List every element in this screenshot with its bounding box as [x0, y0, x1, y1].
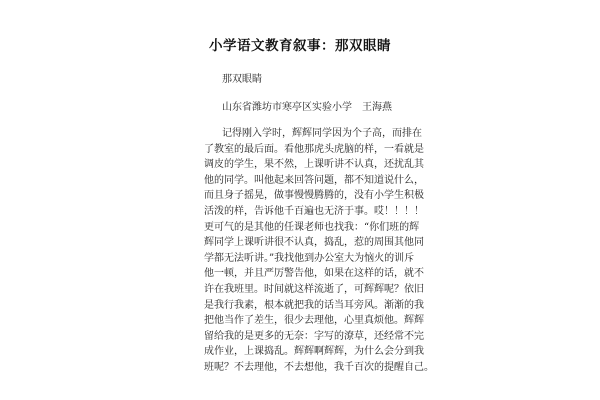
- body-line: 了教室的最后面。看他那虎头虎脑的样，一看就是: [204, 143, 424, 155]
- body-line: 记得刚入学时，辉辉同学因为个子高，而排在: [222, 128, 422, 139]
- body-line: 他一顿，并且严厉警告他，如果在这样的话，就不: [204, 268, 424, 280]
- document-title: 小学语文教育叙事：那双眼睛: [209, 38, 391, 54]
- body-line: 成作业，上课捣乱。辉辉啊辉辉，为什么会分到我: [204, 346, 424, 358]
- body-line: 把他当作了差生，很少去理他，心里真烦他。辉辉: [204, 315, 424, 327]
- author-line: 山东省潍坊市寒亭区实验小学 王海燕: [222, 102, 392, 113]
- article-body: [204, 126, 434, 376]
- body-line: 而且身子摇晃，做事慢慢腾腾的，没有小学生积极: [204, 190, 424, 202]
- body-line: 活泼的样，告诉他千百遍也无济于事。哎！！！！: [204, 205, 424, 217]
- body-line: 调皮的学生，果不然，上课听讲不认真，还扰乱其: [204, 159, 424, 171]
- body-line: 班呢？不去理他，不去想他，我千百次的提醒自己。: [204, 361, 434, 373]
- article-subtitle: 那双眼睛: [222, 74, 262, 85]
- body-line: 许在我班里。时间就这样流逝了，可辉辉呢？依旧: [204, 283, 424, 295]
- body-line: 是我行我素，根本就把我的话当耳旁风。渐渐的我: [204, 299, 424, 311]
- body-line: 留给我的是更多的无奈：字写的潦草，还经常不完: [204, 330, 424, 342]
- body-line: 更可气的是其他的任课老师也找我：“你们班的辉: [204, 221, 420, 233]
- body-line: 学都无法听讲。”我找他到办公室大为恼火的训斥: [204, 252, 415, 264]
- body-line: 辉同学上课听讲很不认真，捣乱，惹的周围其他同: [204, 237, 424, 249]
- body-line: 他的同学。叫他起来回答问题，都不知道说什么，: [204, 174, 424, 186]
